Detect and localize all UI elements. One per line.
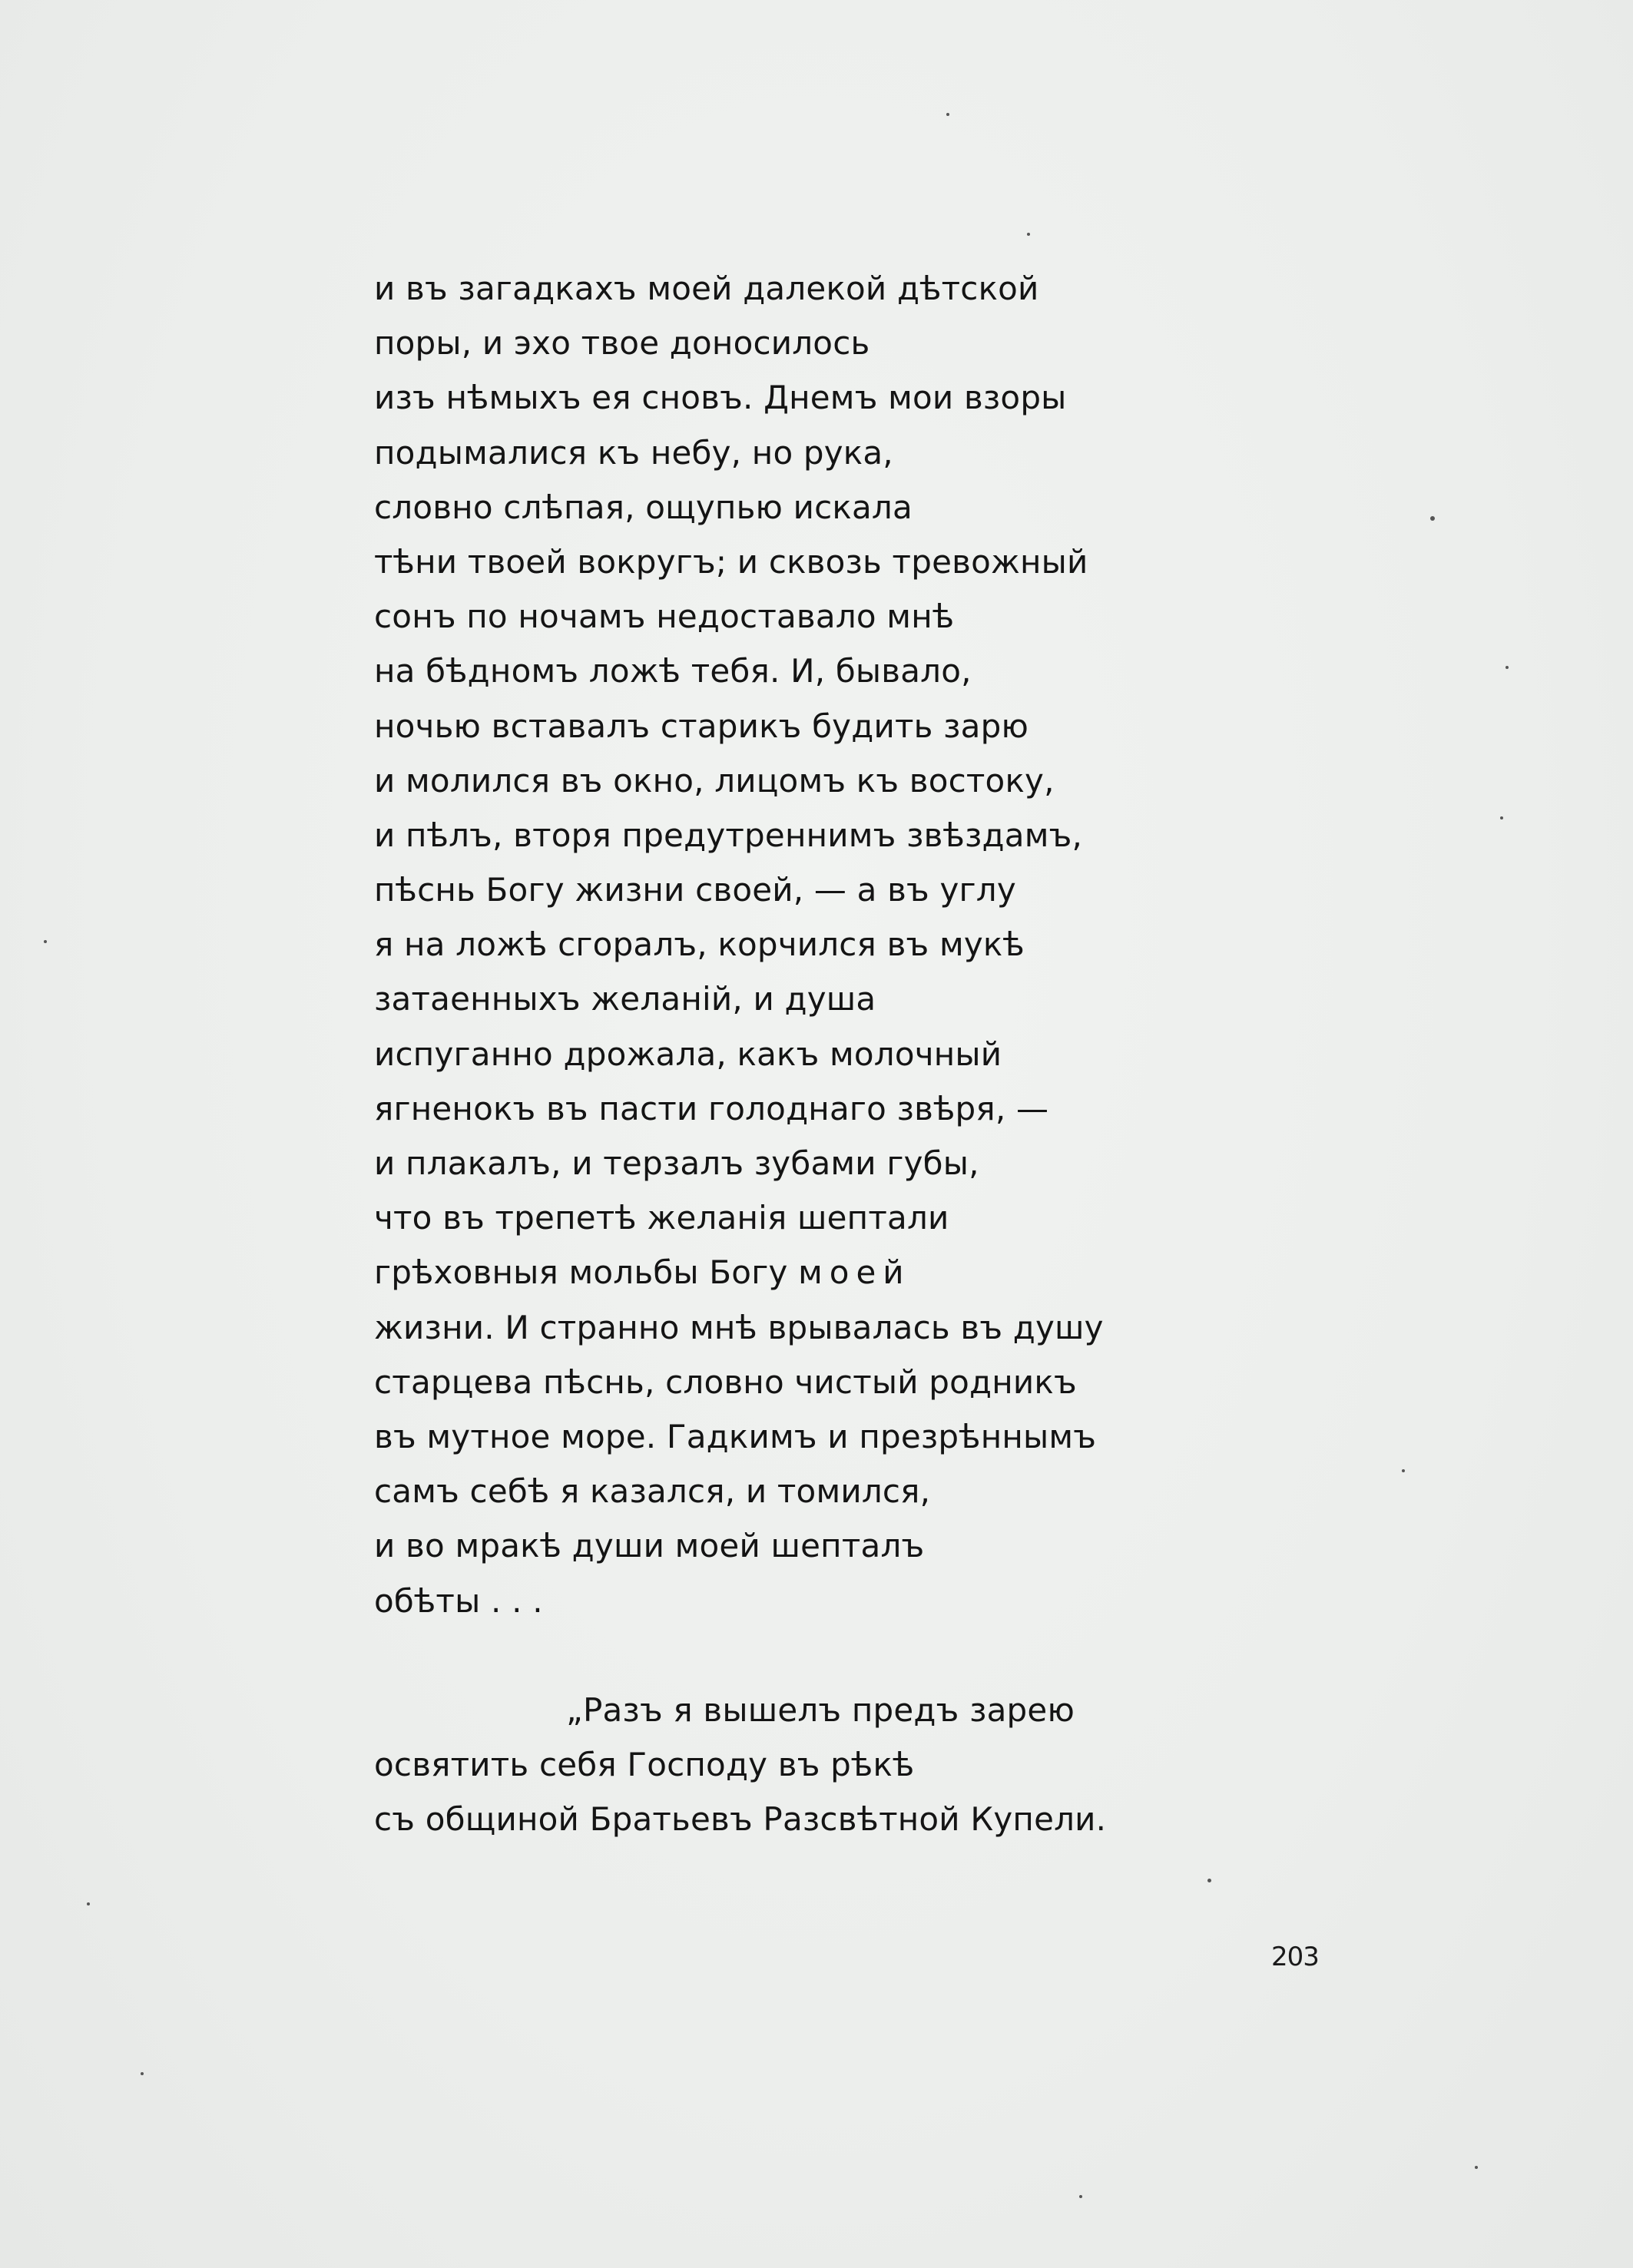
text-line: испуганно дрожала, какъ молочный xyxy=(374,1035,1002,1073)
text-line: въ мутное море. Гадкимъ и презрѣннымъ xyxy=(374,1417,1097,1455)
text-line: подымалися къ небу, но рука, xyxy=(374,433,893,472)
paper-speck xyxy=(141,2072,144,2075)
paper-speck xyxy=(1430,516,1435,521)
text-line: изъ нѣмыхъ ея сновъ. Днемъ мои взоры xyxy=(374,379,1067,417)
text-line: поры, и эхо твое доносилось xyxy=(374,324,870,363)
body-text xyxy=(374,261,1296,1846)
text-line-indented: „Разъ я вышелъ предъ зарею xyxy=(566,1690,1075,1729)
text-line: и въ загадкахъ моей далекой дѣтской xyxy=(374,270,1039,307)
text-line: я на ложѣ сгоралъ, корчился въ мукѣ xyxy=(374,925,1025,964)
text-line: жизни. И странно мнѣ врывалась въ душу xyxy=(374,1308,1104,1346)
paragraph-1 xyxy=(374,261,1296,1628)
paper-speck xyxy=(1027,233,1030,236)
paper-speck xyxy=(44,940,47,943)
text-line: тѣни твоей вокругъ; и сквозь тревожный xyxy=(374,542,1088,581)
paper-speck xyxy=(1500,816,1503,819)
text-line: обѣты . . . xyxy=(374,1581,543,1620)
paragraph-2 xyxy=(374,1683,1296,1847)
text-line: старцева пѣснь, словно чистый родникъ xyxy=(374,1362,1077,1401)
text-line: словно слѣпая, ощупью искала xyxy=(374,488,913,526)
text-line: затаенныхъ желанiй, и душа xyxy=(374,980,876,1018)
text-line: на бѣдномъ ложѣ тебя. И, бывало, xyxy=(374,652,972,690)
text-line: и плакалъ, и терзалъ зубами губы, xyxy=(374,1144,979,1182)
line-text: грѣховныя мольбы Богу xyxy=(374,1253,788,1292)
text-line-with-emphasis xyxy=(374,1245,1296,1300)
paper-speck xyxy=(87,1902,90,1905)
paper-speck xyxy=(1475,2166,1478,2169)
page-number: 203 xyxy=(1271,1942,1319,1972)
emphasized-word: моей xyxy=(798,1253,911,1292)
paper-speck xyxy=(1402,1469,1405,1472)
paper-speck xyxy=(1505,666,1509,669)
text-line: пѣснь Богу жизни своей, — а въ углу xyxy=(374,871,1016,909)
text-line: сонъ по ночамъ недоставало мнѣ xyxy=(374,598,955,636)
text-line: съ общиной Братьевъ Разсвѣтной Купели. xyxy=(374,1800,1107,1839)
paper-speck xyxy=(1207,1879,1211,1882)
text-line: ночью вставалъ старикъ будить зарю xyxy=(374,707,1029,745)
text-line: что въ трепетѣ желанiя шептали xyxy=(374,1199,949,1237)
paper-speck xyxy=(946,113,949,116)
paragraph-gap xyxy=(374,1628,1296,1683)
text-line: освятить себя Господу въ рѣкѣ xyxy=(374,1745,915,1783)
text-line: и молился въ окно, лицомъ къ востоку, xyxy=(374,761,1055,800)
text-line: ягненокъ въ пасти голоднаго звѣря, — xyxy=(374,1089,1049,1127)
text-line: и во мракѣ души моей шепталъ xyxy=(374,1527,925,1565)
text-line: самъ себѣ я казался, и томился, xyxy=(374,1472,931,1511)
text-line: и пѣлъ, вторя предутреннимъ звѣздамъ, xyxy=(374,816,1083,854)
paper-speck xyxy=(1079,2195,1082,2198)
